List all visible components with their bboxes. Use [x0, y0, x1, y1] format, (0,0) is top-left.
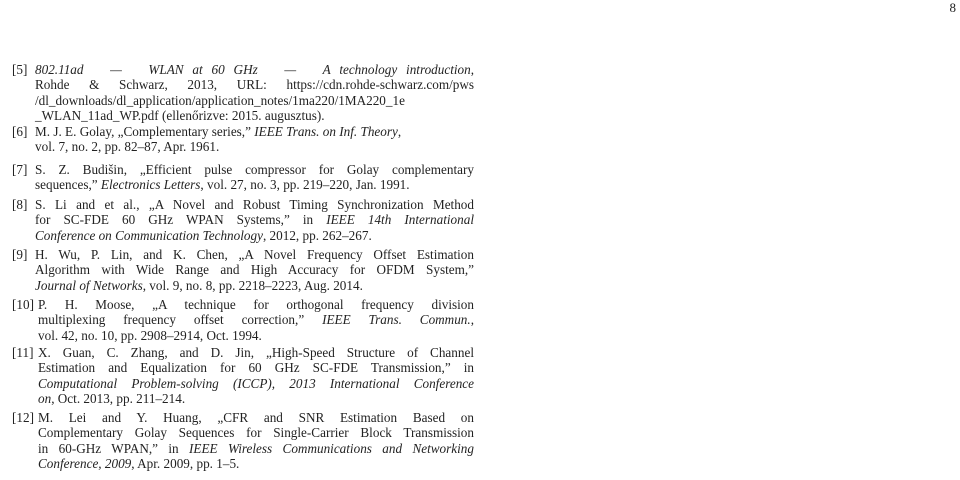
reference-line: [35, 278, 474, 293]
reference-text: for SC-FDE 60 GHz WPAN Systems,” in: [35, 212, 327, 228]
reference-italic: Conference, 2009: [38, 456, 132, 472]
reference-italic: IEEE 14th International: [326, 212, 474, 228]
reference-number: [7]: [12, 162, 28, 177]
reference-italic: Computational Problem-solving (ICCP), 2013 International Conference: [38, 375, 474, 391]
reference-line: [35, 177, 474, 192]
reference-line: S. Z. Budišin, „Efficient pulse compressor for Golay complementary: [35, 162, 474, 177]
reference-number: [12]: [12, 410, 34, 425]
reference-italic: Electronics Letters: [100, 177, 201, 193]
reference-line: _WLAN_11ad_WP.pdf (ellenőrizve: 2015. augusztus).: [35, 108, 325, 124]
reference-text: in 60-GHz WPAN,” in: [38, 440, 190, 456]
reference-italic: WLAN at 60 GHz: [148, 62, 258, 77]
reference-line: [35, 212, 474, 227]
reference-text: ,: [470, 312, 474, 328]
reference-10: [12, 297, 474, 343]
reference-dash: —: [284, 62, 297, 77]
reference-12: [12, 410, 474, 472]
reference-line: Algorithm with Wide Range and High Accuracy for OFDM System,”: [35, 262, 474, 278]
reference-text: sequences,”: [35, 177, 101, 193]
reference-italic: IEEE Wireless Communications and Networking: [189, 440, 474, 456]
reference-line: [35, 124, 474, 139]
reference-italic: A technology introduction: [322, 62, 471, 77]
reference-number: [5]: [12, 62, 28, 77]
reference-line: [35, 228, 474, 243]
reference-number: [6]: [12, 124, 28, 139]
reference-number: [9]: [12, 247, 28, 262]
reference-line: [38, 312, 474, 327]
reference-line: [38, 456, 474, 471]
reference-text: , 2012, pp. 262–267.: [262, 227, 372, 243]
reference-9: [12, 247, 474, 293]
reference-text: , Apr. 2009, pp. 1–5.: [131, 456, 240, 472]
reference-line: [38, 376, 474, 391]
reference-line: vol. 42, no. 10, pp. 2908–2914, Oct. 1994.: [38, 327, 262, 343]
reference-line: /dl_downloads/dl_application/application_notes/1ma220/1MA220_1e: [35, 92, 405, 108]
reference-number: [10]: [12, 297, 34, 312]
reference-line: [38, 441, 474, 456]
reference-text: , vol. 9, no. 8, pp. 2218–2223, Aug. 2014.: [142, 277, 363, 293]
reference-number: [11]: [12, 345, 34, 360]
page-number: 8: [949, 0, 956, 15]
reference-text: multiplexing frequency offset correction,”: [38, 312, 323, 328]
reference-number: [8]: [12, 197, 28, 212]
reference-line: Estimation and Equalization for 60 GHz SC-FDE Transmission,” in: [38, 360, 474, 376]
reference-6: [12, 124, 474, 155]
reference-text: ,: [397, 124, 402, 139]
reference-text: , Oct. 2013, pp. 211–214.: [51, 391, 186, 407]
reference-line: M. Lei and Y. Huang, „CFR and SNR Estimation Based on: [38, 410, 474, 425]
reference-line: 802.11ad — WLAN at 60 GHz — A technology introduction,: [35, 62, 475, 77]
reference-11: [12, 345, 474, 407]
reference-8: [12, 197, 474, 243]
reference-line: Rohde & Schwarz, 2013, URL: https://cdn.rohde-schwarz.com/pws: [35, 77, 474, 93]
reference-line: S. Li and et al., „A Novel and Robust Timing Synchronization Method: [35, 197, 474, 212]
reference-line: vol. 7, no. 2, pp. 82–87, Apr. 1961.: [35, 139, 220, 155]
reference-line: [38, 391, 474, 406]
reference-text: , vol. 27, no. 3, pp. 219–220, Jan. 1991.: [200, 177, 410, 193]
reference-line: Complementary Golay Sequences for Single-Carrier Block Transmission: [38, 425, 474, 441]
reference-5: [12, 62, 474, 124]
reference-italic: IEEE Trans. on Inf. Theory: [254, 124, 398, 139]
reference-line: X. Guan, C. Zhang, and D. Jin, „High-Speed Structure of Channel: [38, 345, 474, 360]
reference-italic: IEEE Trans. Commun.: [322, 312, 471, 328]
reference-7: [12, 162, 474, 193]
reference-text: M. J. E. Golay, „Complementary series,”: [35, 124, 255, 139]
reference-italic: Conference on Communication Technology: [35, 227, 263, 243]
reference-line: P. H. Moose, „A technique for orthogonal frequency division: [38, 297, 474, 312]
reference-italic: 802.11ad: [35, 62, 84, 77]
reference-line: H. Wu, P. Lin, and K. Chen, „A Novel Frequency Offset Estimation: [35, 247, 474, 262]
reference-italic: Journal of Networks: [35, 277, 143, 293]
reference-italic: on: [38, 391, 52, 407]
reference-dash: —: [110, 62, 122, 77]
